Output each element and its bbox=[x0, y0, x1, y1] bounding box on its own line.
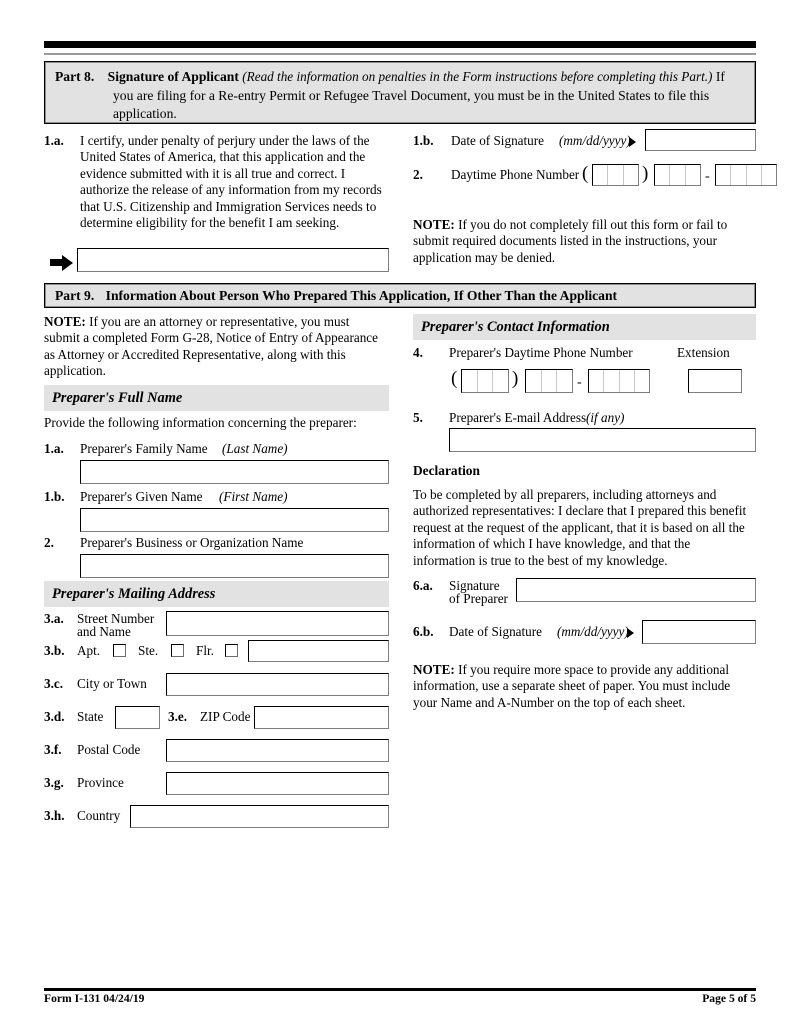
form-number-footer: Form I-131 04/24/19 bbox=[44, 992, 145, 1005]
daytime-phone-number-label: 2. bbox=[413, 167, 423, 182]
preparer-email-input[interactable] bbox=[449, 428, 756, 452]
flr-label: Flr. bbox=[196, 643, 214, 658]
part8-title: Signature of Applicant bbox=[107, 69, 239, 84]
part9-header-bar bbox=[44, 283, 756, 308]
preparer-phone-area-code[interactable] bbox=[461, 369, 509, 393]
street-number-label: 3.a. bbox=[44, 611, 64, 626]
date-of-signature-arrow-icon bbox=[629, 137, 636, 147]
state-input[interactable] bbox=[115, 706, 160, 729]
preparer-family-name-hint: (Last Name) bbox=[222, 441, 288, 456]
flr-checkbox[interactable] bbox=[225, 644, 238, 657]
preparer-email-number: 5. bbox=[413, 410, 423, 425]
date-of-signature-input[interactable] bbox=[645, 129, 756, 151]
apt-checkbox[interactable] bbox=[113, 644, 126, 657]
preparer-phone-line-number[interactable] bbox=[588, 369, 650, 393]
daytime-phone-area-code[interactable] bbox=[592, 164, 639, 186]
preparer-phone-paren-close: ) bbox=[512, 368, 519, 389]
daytime-phone-row bbox=[413, 163, 756, 197]
province-input[interactable] bbox=[166, 772, 389, 795]
part8-note bbox=[413, 217, 735, 266]
postal-code-input[interactable] bbox=[166, 739, 389, 762]
attorney-note-prefix: NOTE: bbox=[44, 314, 86, 329]
part8-header-rest: If you are filing for a Re-entry Permit or Refugee Travel Document, you must be in the United States to file this application. bbox=[113, 69, 725, 122]
preparer-email-hint: (if any) bbox=[586, 410, 625, 425]
city-label: City or Town bbox=[77, 676, 147, 691]
part8-note-text: If you do not completely fill out this form or fail to submit required documents listed in the instructions, your application may be denied. bbox=[413, 217, 728, 265]
daytime-phone-line-number[interactable] bbox=[715, 164, 777, 186]
attorney-note-text: If you are an attorney or representative, you must submit a completed Form G-28, Notice of Entry of Appearance as Attorney or Accredited Representative, along with this application. bbox=[44, 314, 378, 379]
part8-right-column bbox=[413, 133, 756, 266]
preparer-signature-label-line2: of Preparer bbox=[449, 591, 508, 606]
preparer-date-input[interactable] bbox=[642, 620, 756, 644]
date-of-signature-label: Date of Signature bbox=[451, 133, 545, 148]
preparer-email-label: Preparer's E-mail Address bbox=[449, 410, 587, 425]
certification-text: I certify, under penalty of perjury under the laws of the United States of America, that this application and the evidence submitted with it is all true and correct. I authorize the release of any information from my records that U.S. Citizenship and Immigration Services needs to determine eligibility for the benefit I am seeking. bbox=[80, 133, 382, 231]
zip-input[interactable] bbox=[254, 706, 389, 729]
part8-italic-note: (Read the information on penalties in the Form instructions before completing this Part.) bbox=[242, 69, 713, 84]
phone-paren-close: ) bbox=[642, 163, 649, 184]
daytime-phone-label: Daytime Phone Number bbox=[451, 167, 580, 182]
part8-note-prefix: NOTE: bbox=[413, 217, 455, 232]
preparer-business-name-label: Preparer's Business or Organization Name bbox=[80, 535, 304, 550]
page-number-footer: Page 5 of 5 bbox=[702, 992, 756, 1005]
attorney-note bbox=[44, 314, 384, 380]
part9-label: Part 9. bbox=[55, 288, 95, 303]
zip-label: ZIP Code bbox=[200, 709, 251, 724]
preparer-phone-number-label: 4. bbox=[413, 345, 423, 360]
part8-header-bar bbox=[44, 61, 756, 124]
preparer-family-name-label: Preparer's Family Name bbox=[80, 441, 208, 456]
preparers-mailing-address-heading: Preparer's Mailing Address bbox=[44, 581, 389, 607]
street-input[interactable] bbox=[166, 611, 389, 636]
final-note-text: If you require more space to provide any additional information, use a separate sheet of paper. You must include your Name and A-Number on the top of each sheet. bbox=[413, 662, 731, 710]
certification-row bbox=[44, 133, 389, 263]
date-of-signature-row bbox=[413, 133, 756, 159]
preparer-business-name-number: 2. bbox=[44, 535, 54, 550]
declaration-heading: Declaration bbox=[413, 463, 480, 478]
preparer-phone-dash: - bbox=[577, 375, 582, 390]
phone-dash: - bbox=[705, 169, 710, 184]
country-input[interactable] bbox=[130, 805, 389, 828]
preparer-given-name-number: 1.b. bbox=[44, 489, 65, 504]
part9-left-column bbox=[44, 314, 389, 380]
preparer-instruction: Provide the following information concerning the preparer: bbox=[44, 415, 357, 430]
preparer-family-name-number: 1.a. bbox=[44, 441, 64, 456]
street-label-line2: and Name bbox=[77, 624, 131, 639]
preparer-signature-number: 6.a. bbox=[413, 578, 433, 593]
footer-rule bbox=[44, 988, 756, 991]
extension-label: Extension bbox=[677, 345, 730, 360]
preparer-given-name-hint: (First Name) bbox=[219, 489, 288, 504]
postal-code-number: 3.f. bbox=[44, 742, 62, 757]
final-note-prefix: NOTE: bbox=[413, 662, 455, 677]
country-number: 3.h. bbox=[44, 808, 65, 823]
preparer-business-name-input[interactable] bbox=[80, 554, 389, 578]
preparer-date-number: 6.b. bbox=[413, 624, 434, 639]
preparer-phone-prefix[interactable] bbox=[525, 369, 573, 393]
declaration-block bbox=[413, 462, 753, 569]
daytime-phone-prefix[interactable] bbox=[654, 164, 701, 186]
certification-number: 1.a. bbox=[44, 133, 64, 148]
state-label: State bbox=[77, 709, 104, 724]
part8-left-column bbox=[44, 133, 389, 263]
unit-number-input[interactable] bbox=[248, 640, 389, 662]
declaration-text: To be completed by all preparers, including attorneys and authorized representatives: I declare that I prepared this benefit request at the request of the applicant, that it is based on all the information of which I have knowledge, and that the information is true to the best of my knowledge. bbox=[413, 487, 747, 568]
form-page bbox=[44, 0, 756, 1035]
top-rule-thick bbox=[44, 41, 756, 48]
state-number: 3.d. bbox=[44, 709, 65, 724]
unit-type-number: 3.b. bbox=[44, 643, 65, 658]
preparers-full-name-heading: Preparer's Full Name bbox=[44, 385, 389, 411]
preparer-phone-paren-open: ( bbox=[451, 368, 458, 389]
preparer-date-arrow-icon bbox=[627, 628, 634, 638]
part9-title: Information About Person Who Prepared This Application, If Other Than the Applicant bbox=[105, 288, 618, 303]
country-label: Country bbox=[77, 808, 121, 823]
postal-code-label: Postal Code bbox=[77, 742, 141, 757]
street-label-line1: Street Number bbox=[77, 611, 155, 626]
preparer-date-label: Date of Signature bbox=[449, 624, 543, 639]
zip-number: 3.e. bbox=[168, 709, 188, 724]
province-label: Province bbox=[77, 775, 124, 790]
phone-paren-open: ( bbox=[582, 163, 589, 184]
preparer-given-name-label: Preparer's Given Name bbox=[80, 489, 203, 504]
applicant-signature-box[interactable] bbox=[77, 248, 389, 272]
top-rule-thin bbox=[44, 53, 756, 55]
final-note bbox=[413, 662, 749, 711]
preparer-date-format: (mm/dd/yyyy) bbox=[557, 624, 629, 639]
province-number: 3.g. bbox=[44, 775, 64, 790]
preparer-phone-extension-input[interactable] bbox=[688, 369, 742, 393]
city-input[interactable] bbox=[166, 673, 389, 696]
date-of-signature-number: 1.b. bbox=[413, 133, 434, 148]
preparer-family-name-input[interactable] bbox=[80, 460, 389, 484]
part8-label: Part 8. bbox=[55, 69, 95, 84]
apt-label: Apt. bbox=[77, 643, 101, 658]
date-of-signature-format: (mm/dd/yyyy) bbox=[559, 133, 631, 148]
ste-checkbox[interactable] bbox=[171, 644, 184, 657]
preparer-signature-label-line1: Signature bbox=[449, 578, 500, 593]
signature-arrow-icon bbox=[62, 255, 73, 271]
ste-label: Ste. bbox=[138, 643, 159, 658]
preparer-given-name-input[interactable] bbox=[80, 508, 389, 532]
city-number: 3.c. bbox=[44, 676, 64, 691]
preparers-contact-information-heading: Preparer's Contact Information bbox=[413, 314, 756, 340]
preparer-signature-box[interactable] bbox=[516, 578, 756, 602]
preparer-phone-label: Preparer's Daytime Phone Number bbox=[449, 345, 633, 360]
